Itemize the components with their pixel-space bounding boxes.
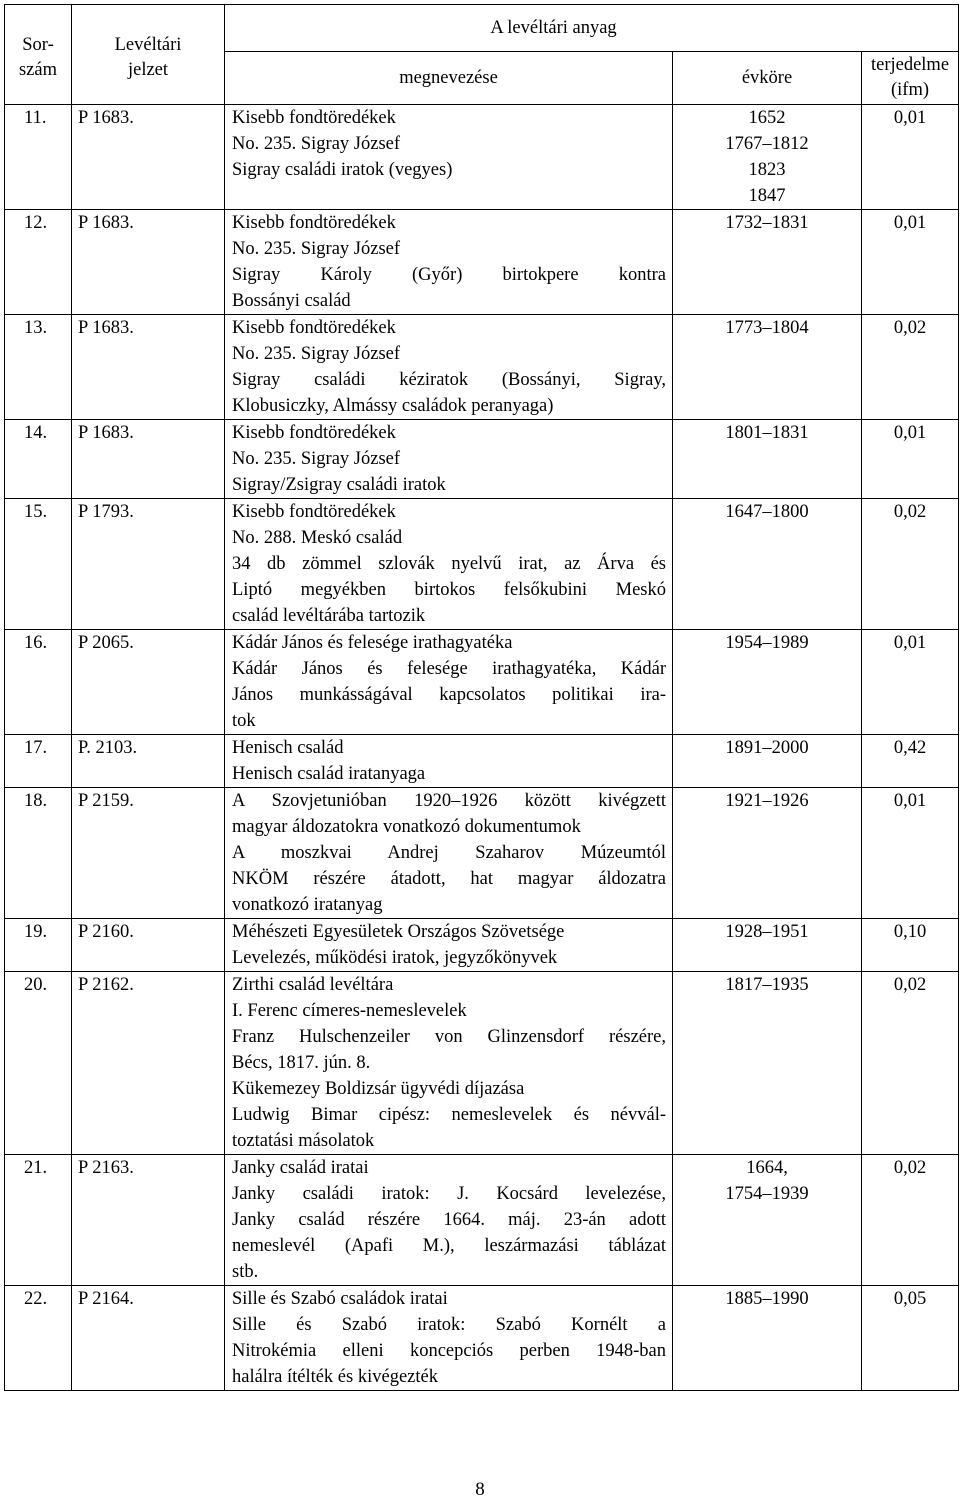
row-number: 21. bbox=[5, 1155, 72, 1286]
table-row bbox=[5, 1155, 959, 1286]
evkore-line: 1891–2000 bbox=[725, 738, 809, 758]
description-line: Kisebb fondtöredékek bbox=[232, 213, 396, 233]
row-evkore bbox=[673, 972, 862, 1155]
description-line: Sigray/Zsigray családi iratok bbox=[232, 475, 446, 495]
evkore-line: 1921–1926 bbox=[725, 791, 809, 811]
description-line: Janky család részére 1664. máj. 23-án adott bbox=[232, 1210, 666, 1230]
description-line: No. 288. Meskó család bbox=[232, 528, 403, 548]
row-number: 19. bbox=[5, 919, 72, 972]
description-line: Franz Hulschenzeiler von Glinzensdorf részére, bbox=[232, 1027, 666, 1047]
description-line: NKÖM részére átadott, hat magyar áldozatra bbox=[232, 869, 666, 889]
description-line: Kükemezey Boldizsár ügyvédi díjazása bbox=[232, 1079, 525, 1099]
row-description bbox=[225, 499, 673, 630]
row-evkore bbox=[673, 1155, 862, 1286]
row-number: 16. bbox=[5, 630, 72, 735]
description-line: Klobusiczky, Almássy családok peranyaga) bbox=[232, 396, 554, 416]
row-jelzet: P 2159. bbox=[72, 788, 225, 919]
description-line: Kádár János és felesége irathagyatéka bbox=[232, 633, 513, 653]
description-line: halálra ítélték és kivégezték bbox=[232, 1367, 438, 1387]
row-description bbox=[225, 315, 673, 420]
table-row bbox=[5, 105, 959, 210]
row-jelzet: P 1683. bbox=[72, 105, 225, 210]
description-line: János munkásságával kapcsolatos politikai ira- bbox=[232, 685, 666, 705]
row-terjedelme: 0,02 bbox=[862, 972, 959, 1155]
row-terjedelme: 0,42 bbox=[862, 735, 959, 788]
description-line: magyar áldozatokra vonatkozó dokumentumok bbox=[232, 817, 581, 837]
description-line: No. 235. Sigray József bbox=[232, 239, 401, 259]
table-row bbox=[5, 315, 959, 420]
evkore-line: 1664, bbox=[746, 1158, 788, 1178]
header-megnevezese: megnevezése bbox=[225, 52, 673, 105]
table-row bbox=[5, 735, 959, 788]
header-group-title: A levéltári anyag bbox=[225, 5, 959, 52]
row-number: 11. bbox=[5, 105, 72, 210]
row-description bbox=[225, 210, 673, 315]
row-terjedelme: 0,01 bbox=[862, 420, 959, 499]
row-evkore bbox=[673, 630, 862, 735]
evkore-line: 1652 bbox=[748, 108, 786, 128]
header-sorszam: Sor- szám bbox=[5, 5, 72, 105]
row-terjedelme: 0,01 bbox=[862, 210, 959, 315]
row-terjedelme: 0,05 bbox=[862, 1286, 959, 1391]
description-line: Sille és Szabó családok iratai bbox=[232, 1289, 448, 1309]
description-line: Bossányi család bbox=[232, 291, 351, 311]
row-evkore bbox=[673, 499, 862, 630]
description-line: No. 235. Sigray József bbox=[232, 449, 401, 469]
row-evkore bbox=[673, 105, 862, 210]
header-terjedelme: terjedelme (ifm) bbox=[862, 52, 959, 105]
row-number: 14. bbox=[5, 420, 72, 499]
description-line: Kisebb fondtöredékek bbox=[232, 318, 396, 338]
row-number: 13. bbox=[5, 315, 72, 420]
row-description bbox=[225, 630, 673, 735]
table-row bbox=[5, 1286, 959, 1391]
table-row bbox=[5, 420, 959, 499]
description-line: tok bbox=[232, 711, 256, 731]
row-jelzet: P 2164. bbox=[72, 1286, 225, 1391]
table-row bbox=[5, 788, 959, 919]
row-jelzet: P. 2103. bbox=[72, 735, 225, 788]
evkore-line: 1954–1989 bbox=[725, 633, 809, 653]
description-line: Kádár János és felesége irathagyatéka, Kádár bbox=[232, 659, 666, 679]
description-line: Kisebb fondtöredékek bbox=[232, 423, 396, 443]
row-terjedelme: 0,01 bbox=[862, 105, 959, 210]
row-description bbox=[225, 972, 673, 1155]
description-line: I. Ferenc címeres-nemeslevelek bbox=[232, 1001, 467, 1021]
evkore-line: 1823 bbox=[748, 160, 786, 180]
description-line: Sigray családi iratok (vegyes) bbox=[232, 160, 453, 180]
row-description bbox=[225, 105, 673, 210]
evkore-line: 1885–1990 bbox=[725, 1289, 809, 1309]
row-terjedelme: 0,01 bbox=[862, 630, 959, 735]
description-line: A Szovjetunióban 1920–1926 között kivégzett bbox=[232, 791, 666, 811]
row-terjedelme: 0,02 bbox=[862, 315, 959, 420]
row-description bbox=[225, 788, 673, 919]
table-row bbox=[5, 919, 959, 972]
evkore-line: 1754–1939 bbox=[725, 1184, 809, 1204]
header-jelzet: Levéltári jelzet bbox=[72, 5, 225, 105]
row-terjedelme: 0,02 bbox=[862, 499, 959, 630]
row-jelzet: P 2162. bbox=[72, 972, 225, 1155]
description-line: Kisebb fondtöredékek bbox=[232, 502, 396, 522]
evkore-line: 1767–1812 bbox=[725, 134, 809, 154]
row-jelzet: P 1683. bbox=[72, 315, 225, 420]
description-line: Sigray családi kéziratok (Bossányi, Sigray, bbox=[232, 370, 666, 390]
row-number: 18. bbox=[5, 788, 72, 919]
description-line: toztatási másolatok bbox=[232, 1131, 375, 1151]
evkore-line: 1928–1951 bbox=[725, 922, 809, 942]
description-line: stb. bbox=[232, 1262, 259, 1282]
row-jelzet: P 2160. bbox=[72, 919, 225, 972]
description-line: nemeslevél (Apafi M.), leszármazási táblázat bbox=[232, 1236, 666, 1256]
row-description bbox=[225, 420, 673, 499]
row-evkore bbox=[673, 788, 862, 919]
description-line: Liptó megyékben birtokos felsőkubini Meskó bbox=[232, 580, 666, 600]
row-jelzet: P 2065. bbox=[72, 630, 225, 735]
evkore-line: 1732–1831 bbox=[725, 213, 809, 233]
row-evkore bbox=[673, 1286, 862, 1391]
description-line: vonatkozó iratanyag bbox=[232, 895, 383, 915]
description-line: No. 235. Sigray József bbox=[232, 134, 401, 154]
description-line: Nitrokémia elleni koncepciós perben 1948-ban bbox=[232, 1341, 666, 1361]
page-number: 8 bbox=[475, 1479, 485, 1500]
evkore-line: 1801–1831 bbox=[725, 423, 809, 443]
header-evkore: évköre bbox=[673, 52, 862, 105]
row-number: 22. bbox=[5, 1286, 72, 1391]
row-jelzet: P 2163. bbox=[72, 1155, 225, 1286]
description-line: A moszkvai Andrej Szaharov Múzeumtól bbox=[232, 843, 666, 863]
description-line: Janky családi iratok: J. Kocsárd levelezése, bbox=[232, 1184, 666, 1204]
description-line: No. 235. Sigray József bbox=[232, 344, 401, 364]
table-row bbox=[5, 210, 959, 315]
table-row bbox=[5, 972, 959, 1155]
description-line: 34 db zömmel szlovák nyelvű irat, az Árva és bbox=[232, 554, 666, 574]
row-terjedelme: 0,02 bbox=[862, 1155, 959, 1286]
row-evkore bbox=[673, 420, 862, 499]
row-number: 15. bbox=[5, 499, 72, 630]
row-jelzet: P 1683. bbox=[72, 420, 225, 499]
description-line: Sille és Szabó iratok: Szabó Kornélt a bbox=[232, 1315, 666, 1335]
row-evkore bbox=[673, 919, 862, 972]
row-evkore bbox=[673, 315, 862, 420]
description-line: Ludwig Bimar cipész: nemeslevelek és névvál- bbox=[232, 1105, 666, 1125]
row-number: 12. bbox=[5, 210, 72, 315]
row-description bbox=[225, 1286, 673, 1391]
evkore-line: 1817–1935 bbox=[725, 975, 809, 995]
table-body bbox=[5, 105, 959, 1391]
description-line: Janky család iratai bbox=[232, 1158, 369, 1178]
description-line: Kisebb fondtöredékek bbox=[232, 108, 396, 128]
description-line: Méhészeti Egyesületek Országos Szövetsége bbox=[232, 922, 565, 942]
evkore-line: 1847 bbox=[748, 186, 786, 206]
row-jelzet: P 1683. bbox=[72, 210, 225, 315]
description-line: Levelezés, működési iratok, jegyzőkönyvek bbox=[232, 948, 558, 968]
description-line: Henisch család bbox=[232, 738, 344, 758]
row-number: 17. bbox=[5, 735, 72, 788]
table-row bbox=[5, 630, 959, 735]
row-terjedelme: 0,01 bbox=[862, 788, 959, 919]
description-line: Henisch család iratanyaga bbox=[232, 764, 426, 784]
description-line: család levéltárába tartozik bbox=[232, 606, 426, 626]
table-row bbox=[5, 499, 959, 630]
description-line: Bécs, 1817. jún. 8. bbox=[232, 1053, 371, 1073]
row-terjedelme: 0,10 bbox=[862, 919, 959, 972]
row-evkore bbox=[673, 735, 862, 788]
description-line: Sigray Károly (Győr) birtokpere kontra bbox=[232, 265, 666, 285]
row-evkore bbox=[673, 210, 862, 315]
row-description bbox=[225, 919, 673, 972]
row-description bbox=[225, 735, 673, 788]
row-jelzet: P 1793. bbox=[72, 499, 225, 630]
archive-table bbox=[4, 4, 959, 1391]
evkore-line: 1773–1804 bbox=[725, 318, 809, 338]
row-description bbox=[225, 1155, 673, 1286]
row-number: 20. bbox=[5, 972, 72, 1155]
evkore-line: 1647–1800 bbox=[725, 502, 809, 522]
description-line: Zirthi család levéltára bbox=[232, 975, 394, 995]
